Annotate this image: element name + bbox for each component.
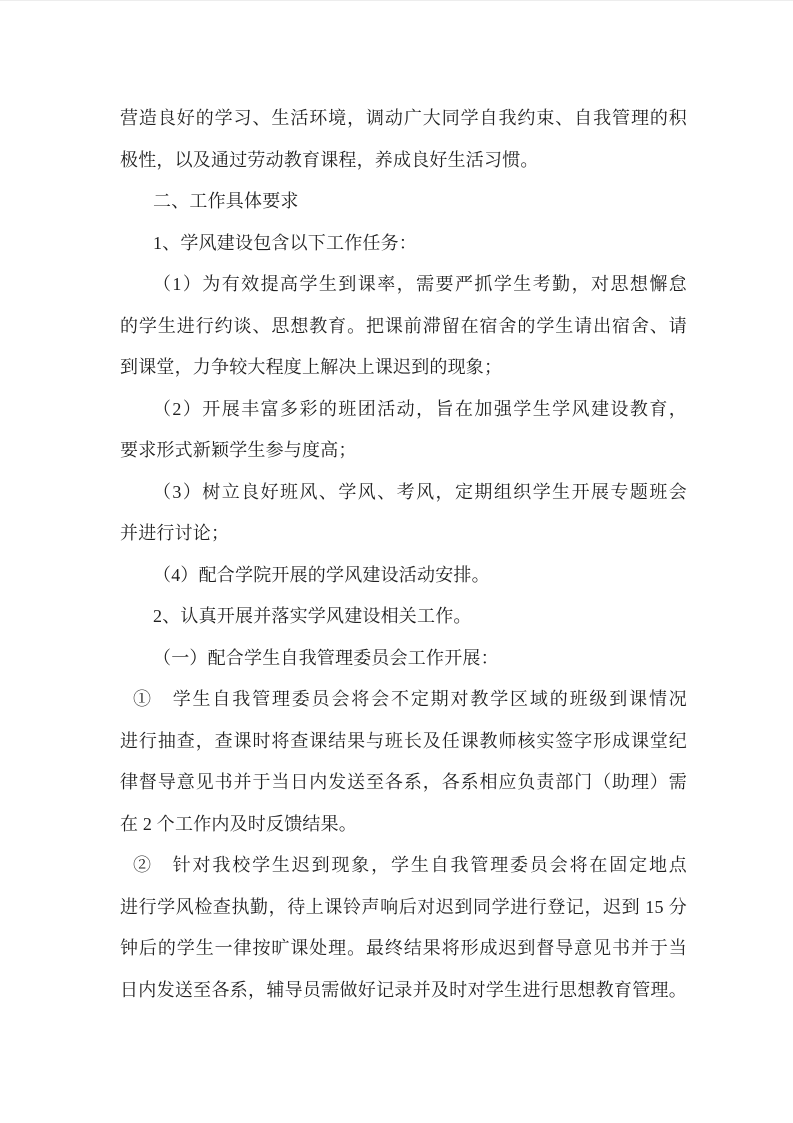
document-line: （2）开展丰富多彩的班团活动，旨在加强学生学风建设教育， [153,398,687,419]
document-line: ② 针对我校学生迟到现象，学生自我管理委员会将在固定地点 [133,855,687,875]
document-line: （3）树立良好班风、学风、考风，定期组织学生开展专题班会 [153,481,687,502]
document-line: （1）为有效提高学生到课率，需要严抓学生考勤，对思想懈怠 [153,274,687,294]
document-text-block [120,98,687,1011]
document-line: （一）配合学生自我管理委员会工作开展： [153,647,499,668]
document-line: 并进行讨论； [120,523,230,543]
document-line: 律督导意见书并于当日内发送至各系，各系相应负责部门（助理）需 [120,772,687,792]
document-line: 到课堂，力争较大程度上解决上课迟到的现象； [120,357,503,377]
document-line: 营造良好的学习、生活环境，调动广大同学自我约束、自我管理的积 [120,108,687,128]
document-line: 在 2 个工作内及时反馈结果。 [120,813,357,834]
document-line: 2、认真开展并落实学风建设相关工作。 [153,606,472,626]
document-line: 1、学风建设包含以下工作任务： [153,232,417,253]
document-line: 要求形式新颖学生参与度高； [120,440,357,460]
document-line: （4）配合学院开展的学风建设活动安排。 [153,564,490,585]
document-line: 进行学风检查执勤，待上课铃声响后对迟到同学进行登记，迟到 15 分 [120,896,687,917]
document-line: 钟后的学生一律按旷课处理。最终结果将形成迟到督导意见书并于当 [120,938,687,958]
document-line: 日内发送至各系，辅导员需做好记录并及时对学生进行思想教育管理。 [120,979,687,1000]
document-line: 进行抽查，查课时将查课结果与班长及任课教师核实签字形成课堂纪 [120,730,687,751]
document-line: 极性，以及通过劳动教育课程，养成良好生活习惯。 [120,149,539,170]
document-heading-line: 二、工作具体要求 [153,191,299,211]
document-line: 的学生进行约谈、思想教育。把课前滞留在宿舍的学生请出宿舍、请 [120,315,687,336]
document-line: ① 学生自我管理委员会将会不定期对教学区域的班级到课情况 [133,689,687,709]
